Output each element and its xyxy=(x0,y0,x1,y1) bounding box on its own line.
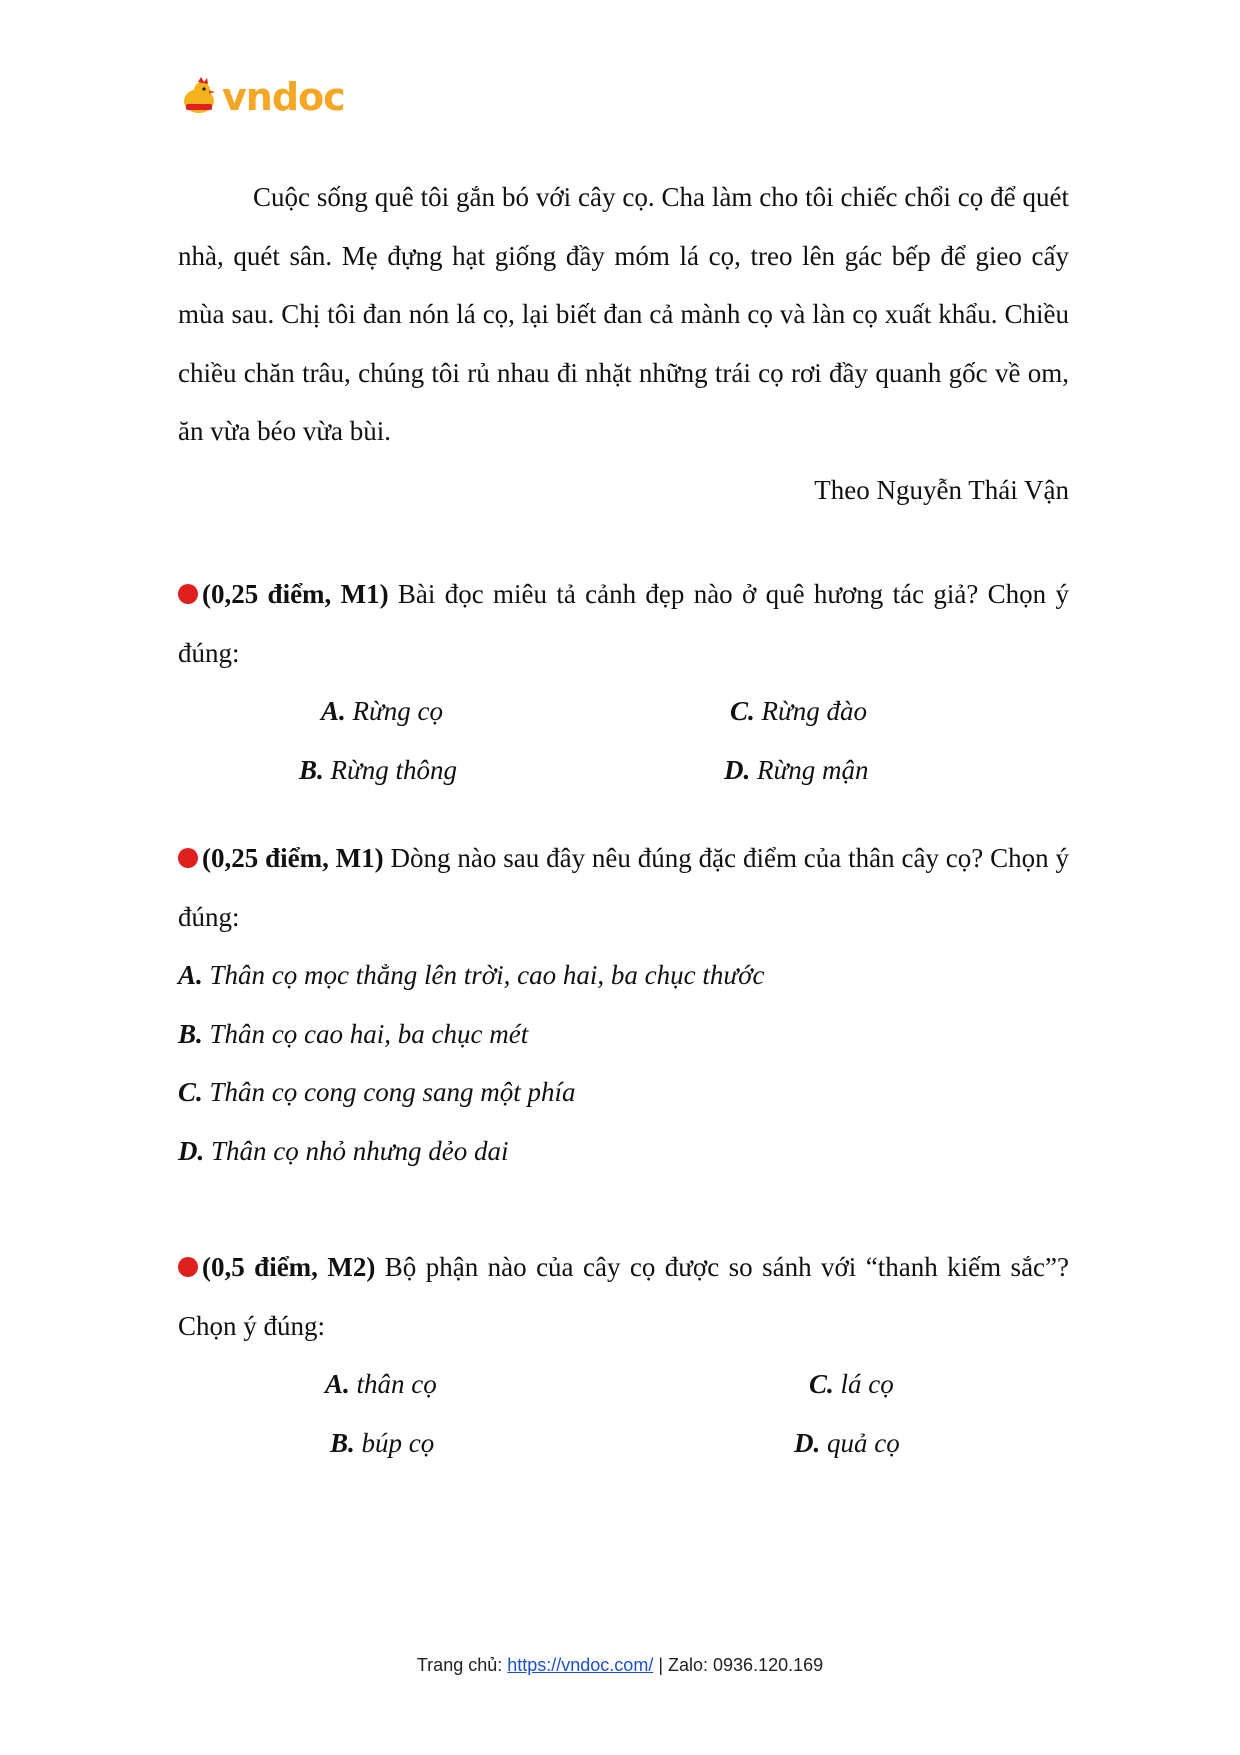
question-1-options xyxy=(178,682,1069,799)
page-footer xyxy=(0,1655,1240,1676)
rooster-mascot-icon xyxy=(180,77,218,117)
question-2-option-c: C. Thân cọ cong cong sang một phía xyxy=(178,1077,576,1107)
question-2 xyxy=(178,829,1069,946)
question-3 xyxy=(178,1238,1069,1355)
question-2-option-d: D. Thân cọ nhỏ nhưng dẻo dai xyxy=(178,1135,509,1166)
question-2-option-b: B. Thân cọ cao hai, ba chục mét xyxy=(178,1018,529,1049)
passage-paragraph: Cuộc sống quê tôi gắn bó với cây cọ. Cha làm cho tôi chiếc chổi cọ để quét nhà, quét sân. Mẹ đựng hạt giống đầy móm lá cọ, treo lên gác bếp để gieo cấy mùa sau. Chị tôi đan nón lá cọ, lại biết đan cả mành cọ và làn cọ xuất khẩu. Chiều chiều chăn trâu, chúng tôi rủ nhau đi nhặt những trái cọ rơi đầy quanh gốc về om, ăn vừa béo vừa bùi. xyxy=(178,182,1069,446)
question-1-option-c: C. Rừng đào xyxy=(730,696,867,726)
question-3-option-b: B. búp cọ xyxy=(330,1427,435,1458)
question-1-bullet-icon xyxy=(178,584,198,604)
question-3-option-d: D. quả cọ xyxy=(794,1427,900,1458)
question-2-bullet-icon xyxy=(178,848,198,868)
question-2-text: Dòng nào sau đây nêu đúng đặc điểm của thân cây cọ? Chọn ý đúng: xyxy=(178,843,1069,932)
question-3-options xyxy=(178,1355,1069,1472)
vndoc-logo[interactable] xyxy=(180,74,345,120)
question-1-option-b: B. Rừng thông xyxy=(299,754,457,785)
question-1-text: Bài đọc miêu tả cảnh đẹp nào ở quê hương tác giả? Chọn ý đúng: xyxy=(178,579,1069,668)
document-body xyxy=(178,168,1069,1472)
question-1-option-d: D. Rừng mận xyxy=(724,754,869,785)
question-2-option-a: A. Thân cọ mọc thẳng lên trời, cao hai, ba chục thước xyxy=(178,960,765,990)
question-3-text: Bộ phận nào của cây cọ được so sánh với “thanh kiếm sắc”? Chọn ý đúng: xyxy=(178,1252,1069,1341)
logo-text: vndoc xyxy=(222,75,345,119)
footer-contact: | Zalo: 0936.120.169 xyxy=(653,1655,824,1675)
passage-source: Theo Nguyễn Thái Vận xyxy=(814,474,1069,505)
question-3-option-a: A. thân cọ xyxy=(325,1369,437,1399)
question-1-option-a: A. Rừng cọ xyxy=(321,696,443,726)
question-2-head: (0,25 điểm, M1) xyxy=(202,843,384,873)
question-1 xyxy=(178,565,1069,682)
footer-prefix: Trang chủ: xyxy=(416,1655,508,1675)
question-3-option-c: C. lá cọ xyxy=(809,1369,894,1399)
footer-home-link[interactable]: https://vndoc.com/ xyxy=(507,1655,654,1675)
question-3-bullet-icon xyxy=(178,1257,198,1277)
question-1-head: (0,25 điểm, M1) xyxy=(202,579,389,609)
question-3-head: (0,5 điểm, M2) xyxy=(202,1252,376,1282)
